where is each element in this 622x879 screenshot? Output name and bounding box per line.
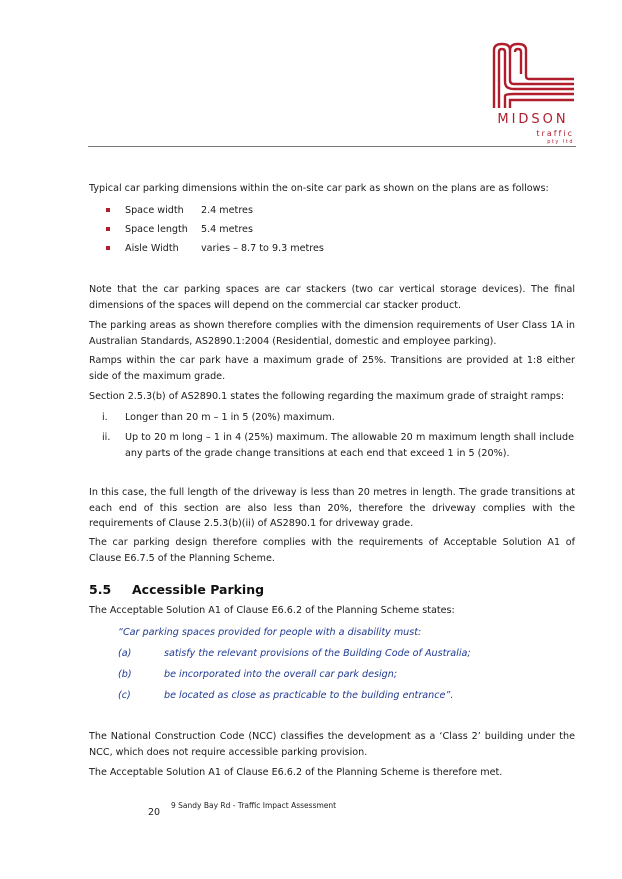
quote-item-letter: (b) [118,669,132,680]
midson-logo-mark [488,40,578,110]
ramp-item-text: Up to 20 m long – 1 in 4 (25%) maximum. The allowable 20 m maximum length shall include any parts of the grade change transitions at each end that exceed 1 in 5 (20%). [125,432,574,459]
paragraph-acceptable-solution: The Acceptable Solution A1 of Clause E6.6.2 of the Planning Scheme states: [89,605,455,616]
quote-item-letter: (c) [118,690,131,701]
quote-item-text: be incorporated into the overall car park design; [164,669,398,680]
dimension-value: varies – 8.7 to 9.3 metres [201,243,324,254]
logo-subtitle-small: pty ltd [547,139,574,145]
paragraph-ramps: Ramps within the car park have a maximum grade of 25%. Transitions are provided at 1:8 either side of the maximum grade. [89,355,575,382]
ramp-item-number: ii. [102,432,111,443]
section-title: Accessible Parking [132,582,265,597]
dimension-label: Space width [125,205,184,216]
bullet-square-icon [106,227,110,231]
dimension-value: 5.4 metres [201,224,253,235]
intro-paragraph: Typical car parking dimensions within the on-site car park as shown on the plans are as follows: [89,183,549,194]
ramp-item-number: i. [102,412,108,423]
header-rule [88,146,576,147]
section-heading [89,582,264,597]
dimension-value: 2.4 metres [201,205,253,216]
paragraph-user-class: The parking areas as shown therefore complies with the dimension requirements of User Class 1A in Australian Standards, AS2890.1:2004 (Residential, domestic and employee parking). [89,320,575,347]
dimension-label: Aisle Width [125,243,179,254]
paragraph-section-253: Section 2.5.3(b) of AS2890.1 states the following regarding the maximum grade of straight ramps: [89,391,565,402]
dimension-label: Space length [125,224,188,235]
paragraph-ncc: The National Construction Code (NCC) classifies the development as a ‘Class 2’ building under the NCC, which does not require accessible parking provision. [89,731,575,758]
quote-item-letter: (a) [118,648,132,659]
footer-title: 9 Sandy Bay Rd - Traffic Impact Assessment [171,801,337,810]
bullet-square-icon [106,208,110,212]
bullet-square-icon [106,246,110,250]
section-number: 5.5 [89,582,112,597]
logo-subtitle: traffic [536,129,574,138]
logo-wordmark: MIDSON [497,112,569,127]
ramp-item-text: Longer than 20 m – 1 in 5 (20%) maximum. [125,412,335,423]
paragraph-car-stackers: Note that the car parking spaces are car stackers (two car vertical storage devices). The final dimensions of the spaces will depend on the commercial car stacker product. [89,284,575,311]
quote-item-text: satisfy the relevant provisions of the Building Code of Australia; [164,648,471,659]
paragraph-met: The Acceptable Solution A1 of Clause E6.6.2 of the Planning Scheme is therefore met. [89,767,503,778]
midson-logo [488,40,578,145]
paragraph-design-complies: The car parking design therefore complies with the requirements of Acceptable Solution A1 of Clause E6.7.5 of the Planning Scheme. [89,537,575,564]
paragraph-driveway: In this case, the full length of the driveway is less than 20 metres in length. The grade transitions at each end of this section are also less than 20%, therefore the driveway complies with the requirements of Clause 2.5.3(b)(ii) of AS2890.1 for driveway grade. [89,487,575,529]
quote-lead: “Car parking spaces provided for people with a disability must: [118,627,422,638]
page-number: 20 [148,807,161,818]
quote-item-text: be located as close as practicable to the building entrance”. [164,690,454,701]
